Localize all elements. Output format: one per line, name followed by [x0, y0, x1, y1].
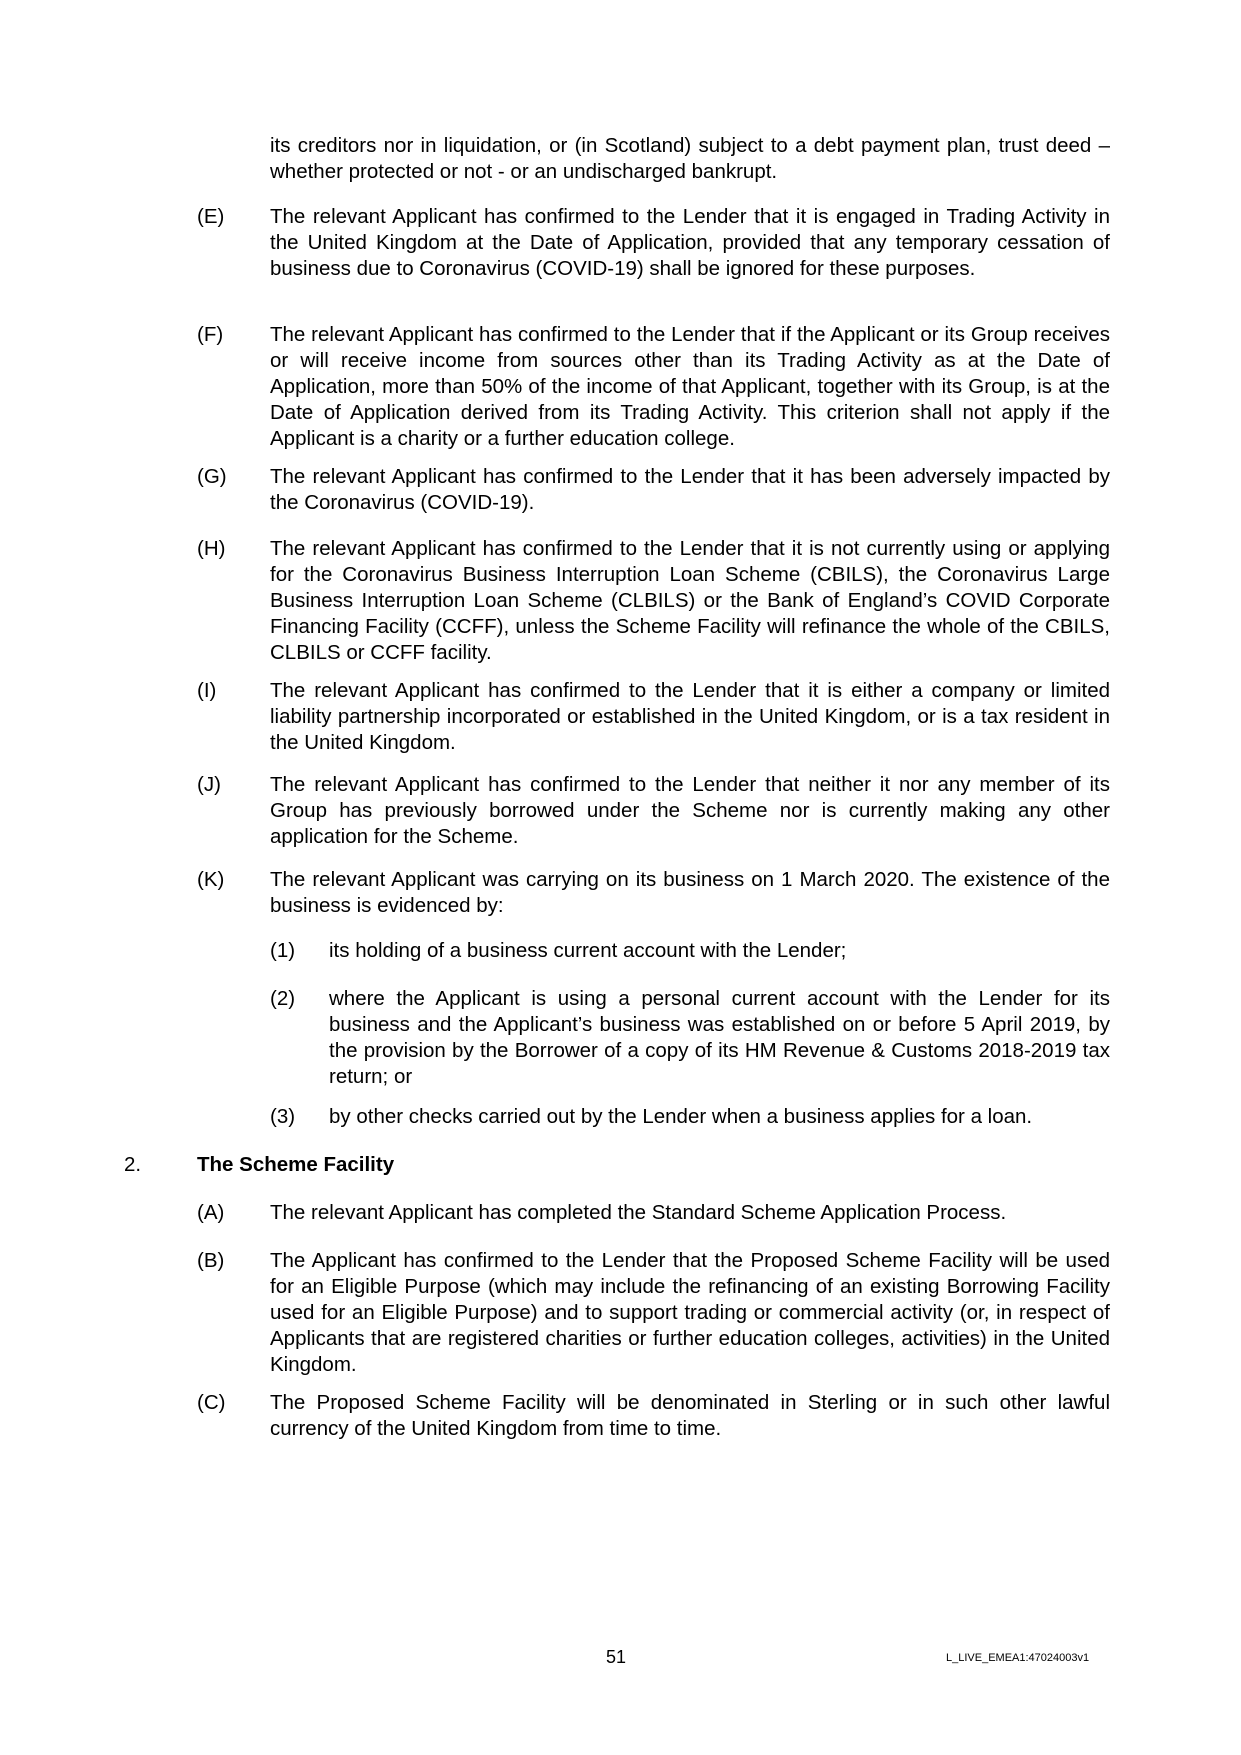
page-number: 51 [606, 1647, 627, 1667]
clause-label-a: (A) [197, 1201, 225, 1224]
subclause-text-1: its holding of a business current account with the Lender; [329, 939, 847, 962]
section-number: 2. [124, 1153, 142, 1176]
clause-text-a: The relevant Applicant has completed the Standard Scheme Application Process. [270, 1201, 1007, 1224]
clause-text-e: The relevant Applicant has confirmed to the Lender that it is engaged in Trading Activity in the United Kingdom at the Date of Application, provided that any temporary cessation of business due to Coronavirus (COVID-19) shall be ignored for these purposes. [270, 205, 1110, 280]
clause-label-b: (B) [197, 1249, 225, 1272]
subclause-text-3: by other checks carried out by the Lender when a business applies for a loan. [329, 1105, 1033, 1128]
subclause-label-1: (1) [270, 939, 296, 962]
clause-text-g: The relevant Applicant has confirmed to the Lender that it has been adversely impacted by the Coronavirus (COVID-19). [270, 465, 1110, 514]
clause-text-k: The relevant Applicant was carrying on its business on 1 March 2020. The existence of the business is evidenced by: [270, 868, 1110, 917]
clause-text-j: The relevant Applicant has confirmed to the Lender that neither it nor any member of its Group has previously borrowed under the Scheme nor is currently making any other application for the Scheme. [270, 773, 1110, 848]
clause-text-i: The relevant Applicant has confirmed to the Lender that it is either a company or limited liability partnership incorporated or established in the United Kingdom, or is a tax resident in the United Kingdom. [270, 679, 1110, 754]
subclause-label-2: (2) [270, 987, 296, 1010]
clause-label-h: (H) [197, 537, 226, 560]
clause-text-c: The Proposed Scheme Facility will be denominated in Sterling or in such other lawful currency of the United Kingdom from time to time. [270, 1391, 1110, 1440]
clause-text-h: The relevant Applicant has confirmed to the Lender that it is not currently using or applying for the Coronavirus Business Interruption Loan Scheme (CBILS), the Coronavirus Large Business Interruption Loan Scheme (CLBILS) or the Bank of England’s COVID Corporate Financing Facility (CCFF), unless the Scheme Facility will refinance the whole of the CBILS, CLBILS or CCFF facility. [270, 537, 1110, 664]
clause-text-b: The Applicant has confirmed to the Lender that the Proposed Scheme Facility will be used for an Eligible Purpose (which may include the refinancing of an existing Borrowing Facility used for an Eligible Purpose) and to support trading or commercial activity (or, in respect of Applicants that are registered charities or further education colleges, activities) in the United Kingdom. [270, 1249, 1110, 1376]
document-reference: L_LIVE_EMEA1:47024003v1 [946, 1652, 1090, 1664]
clause-label-i: (I) [197, 679, 217, 702]
clause-label-g: (G) [197, 465, 227, 488]
subclause-label-3: (3) [270, 1105, 296, 1128]
clause-text-f: The relevant Applicant has confirmed to the Lender that if the Applicant or its Group receives or will receive income from sources other than its Trading Activity as at the Date of Application, more than 50% of the income of that Applicant, together with its Group, is at the Date of Application derived from its Trading Activity. This criterion shall not apply if the Applicant is a charity or a further education college. [270, 323, 1110, 450]
clause-label-k: (K) [197, 868, 225, 891]
clause-label-e: (E) [197, 205, 225, 228]
section-heading: The Scheme Facility [197, 1153, 395, 1176]
continuation-paragraph: its creditors nor in liquidation, or (in Scotland) subject to a debt payment plan, trust deed – whether protected or not - or an undischarged bankrupt. [270, 134, 1110, 183]
clause-label-c: (C) [197, 1391, 226, 1414]
clause-label-j: (J) [197, 773, 221, 796]
subclause-text-2: where the Applicant is using a personal current account with the Lender for its business and the Applicant’s business was established on or before 5 April 2019, by the provision by the Borrower of a copy of its HM Revenue & Customs 2018-2019 tax return; or [329, 987, 1110, 1088]
clause-label-f: (F) [197, 323, 224, 346]
